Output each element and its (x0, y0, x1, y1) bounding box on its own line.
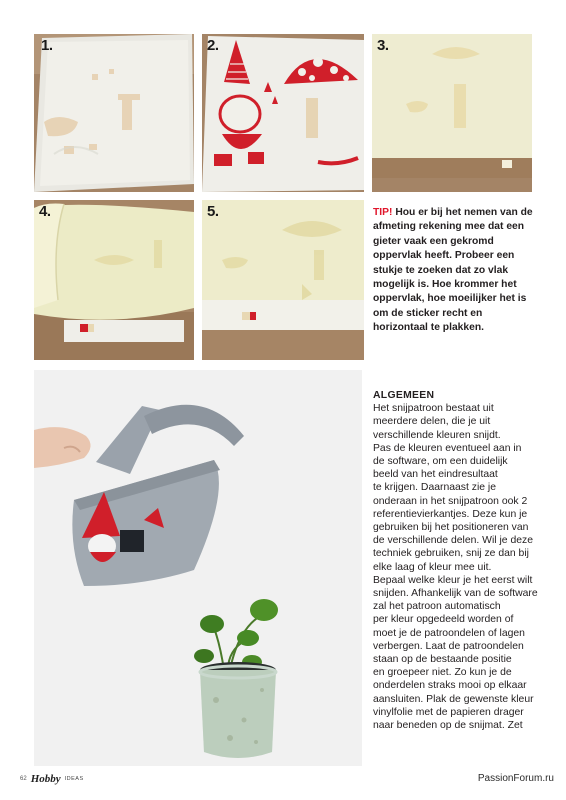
article-line: de software, om een duidelijk (373, 456, 508, 468)
watermark: PassionForum.ru (477, 773, 554, 784)
article-line: Bepaal welke kleur je het eerst wilt (373, 574, 533, 586)
article-line: referentievierkantjes. Deze kun je (373, 508, 528, 520)
article-line: techniek gebruiken, snij ze dan bij (373, 548, 529, 560)
step-photo-3 (372, 34, 532, 192)
article-line: Het snijpatroon bestaat uit (373, 403, 494, 415)
step-photo-4 (34, 200, 194, 360)
step-photo-1 (34, 34, 194, 192)
article-line: vinylfolie met de papieren drager (373, 706, 524, 718)
article-line: gebruiken bij het positioneren van (373, 522, 529, 534)
magazine-logo-sub: IDEAS (64, 776, 84, 782)
article-line: en groepeer niet. Zo kun je de (373, 667, 512, 679)
step-number-5: 5. (207, 203, 219, 220)
article-line: beeld van het eindresultaat (373, 469, 498, 481)
article-line: naar beneden op de snijmat. Zet (373, 720, 523, 732)
step-number-2: 2. (207, 37, 219, 54)
article-line: aansluiten. Plak de gewenste kleur (373, 693, 534, 705)
article-line: staan op de bestaande positie (373, 654, 512, 666)
article-line: verschillende kleuren snijdt. (373, 429, 501, 441)
article-line: meerdere delen, die je uit (373, 416, 491, 428)
step-number-3: 3. (377, 37, 389, 54)
article-line: verbergen. Laat de patroondelen (373, 640, 524, 652)
step-number-4: 4. (39, 203, 51, 220)
step-photo-5 (202, 200, 364, 360)
article-line: onderaan in het snijpatroon ook 2 (373, 495, 528, 507)
page-number: 62 (20, 776, 27, 782)
step-photo-2 (202, 34, 364, 192)
tip-text: Hou er bij het nemen van de afmeting rekening mee dat een gieter vaak een gekromd oppervlak heeft. Probeer een stukje te zoeken dat zo vlak mogelijk is. Hoe krommer het oppervlak, hoe moeilijker het is om de sticker recht en horizontaal te plakken. (373, 207, 533, 334)
step-number-1: 1. (41, 37, 53, 54)
article-line: moet je de patroondelen of lagen (373, 627, 525, 639)
page-footer (20, 772, 84, 786)
article-heading: ALGEMEEN (373, 390, 435, 401)
article-line: per kleur opgedeeld worden of (373, 614, 514, 626)
article-line: snijden. Afhankelijk van de software (373, 588, 538, 600)
magazine-logo: Hobby (30, 773, 61, 785)
article-line: de verschillende delen. Wil je deze (373, 535, 533, 547)
article-line: zal het patroon automatisch (373, 601, 501, 613)
article-algemeen (373, 389, 538, 732)
article-line: Pas de kleuren eventueel aan in (373, 442, 522, 454)
article-line: elke laag of kleur mee uit. (373, 561, 492, 573)
article-line: onderdelen straks mooi op elkaar (373, 680, 527, 692)
article-line: te krijgen. Daarnaast zie je (373, 482, 497, 494)
hero-photo-watering-can (34, 370, 362, 766)
tip-label: TIP! (373, 207, 393, 218)
tip-paragraph (373, 206, 533, 336)
